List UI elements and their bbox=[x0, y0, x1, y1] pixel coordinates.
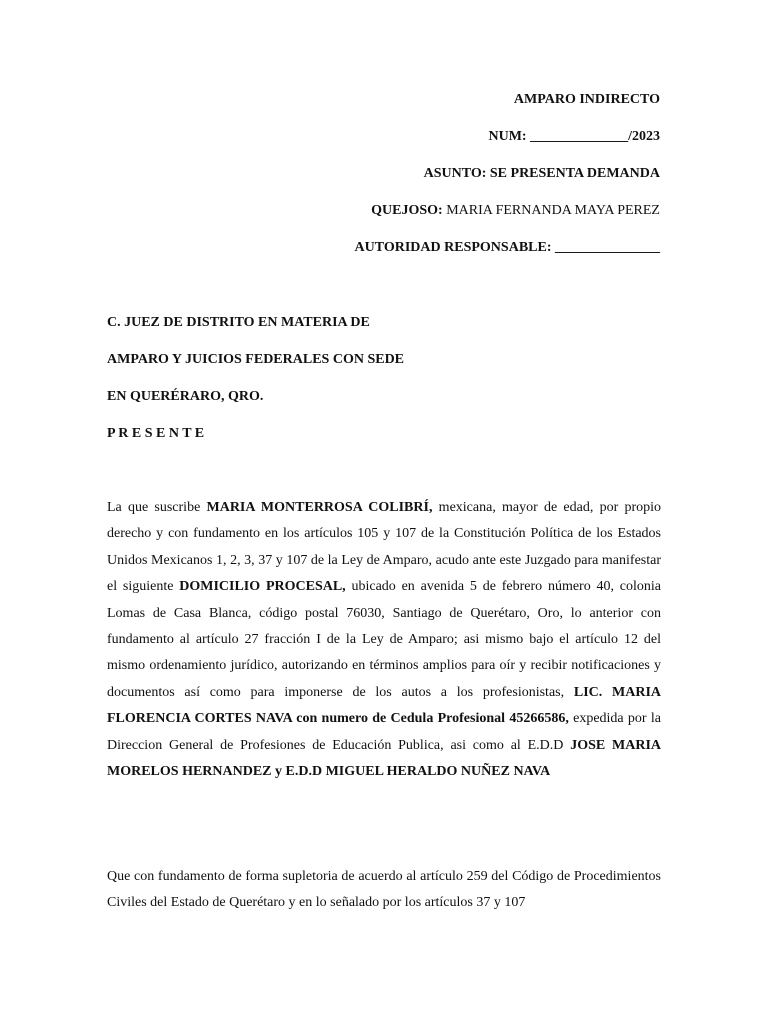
addressee-line-3: EN QUERÉRARO, QRO. bbox=[107, 389, 264, 404]
authority-line: AUTORIDAD RESPONSABLE: _______________ bbox=[354, 240, 660, 255]
case-type: AMPARO INDIRECTO bbox=[513, 92, 660, 107]
complainant-line: QUEJOSO: MARIA FERNANDA MAYA PEREZ bbox=[371, 203, 660, 218]
case-number: NUM: ______________/2023 bbox=[488, 129, 660, 144]
presente-label: P R E S E N T E bbox=[107, 426, 205, 441]
subject-line: ASUNTO: SE PRESENTA DEMANDA bbox=[423, 166, 660, 181]
paragraph-domicile: La que suscribe MARIA MONTERROSA COLIBRÍ, mexicana, mayor de edad, por propio derecho y con fundamento en los artículos 105 y 107 de la Constitución Política de los Estados Unidos Mexicanos 1, 2, 3, 37 y 107 de la Ley de Amparo, acudo ante este Juzgado para manifestar el siguiente DOMICILIO PROCESAL, ubicado en avenida 5 de febrero número 40, colonia Lomas de Casa Blanca, código postal 76030, Santiago de Querétaro, Oro, lo anterior con fundamento al artículo 27 fracción I de la Ley de Amparo; asi mismo bajo el artículo 12 del mismo ordenamiento jurídico, autorizando en términos amplios para oír y recibir notificaciones y documentos así como para imponerse de los autos a los profesionistas, LIC. MARIA FLORENCIA CORTES NAVA con numero de Cedula Profesional 45266586, expedida por la Direccion General de Profesiones de Educación Publica, asi como al E.D.D JOSE MARIA MORELOS HERNANDEZ y E.D.D MIGUEL HERALDO NUÑEZ NAVA bbox=[107, 500, 662, 780]
addressee-line-1: C. JUEZ DE DISTRITO EN MATERIA DE bbox=[107, 315, 370, 330]
addressee-line-2: AMPARO Y JUICIOS FEDERALES CON SEDE bbox=[107, 352, 405, 367]
paragraph-basis: Que con fundamento de forma supletoria de acuerdo al artículo 259 del Código de Procedimientos Civiles del Estado de Querétaro y en lo señalado por los artículos 37 y 107 bbox=[107, 869, 661, 911]
